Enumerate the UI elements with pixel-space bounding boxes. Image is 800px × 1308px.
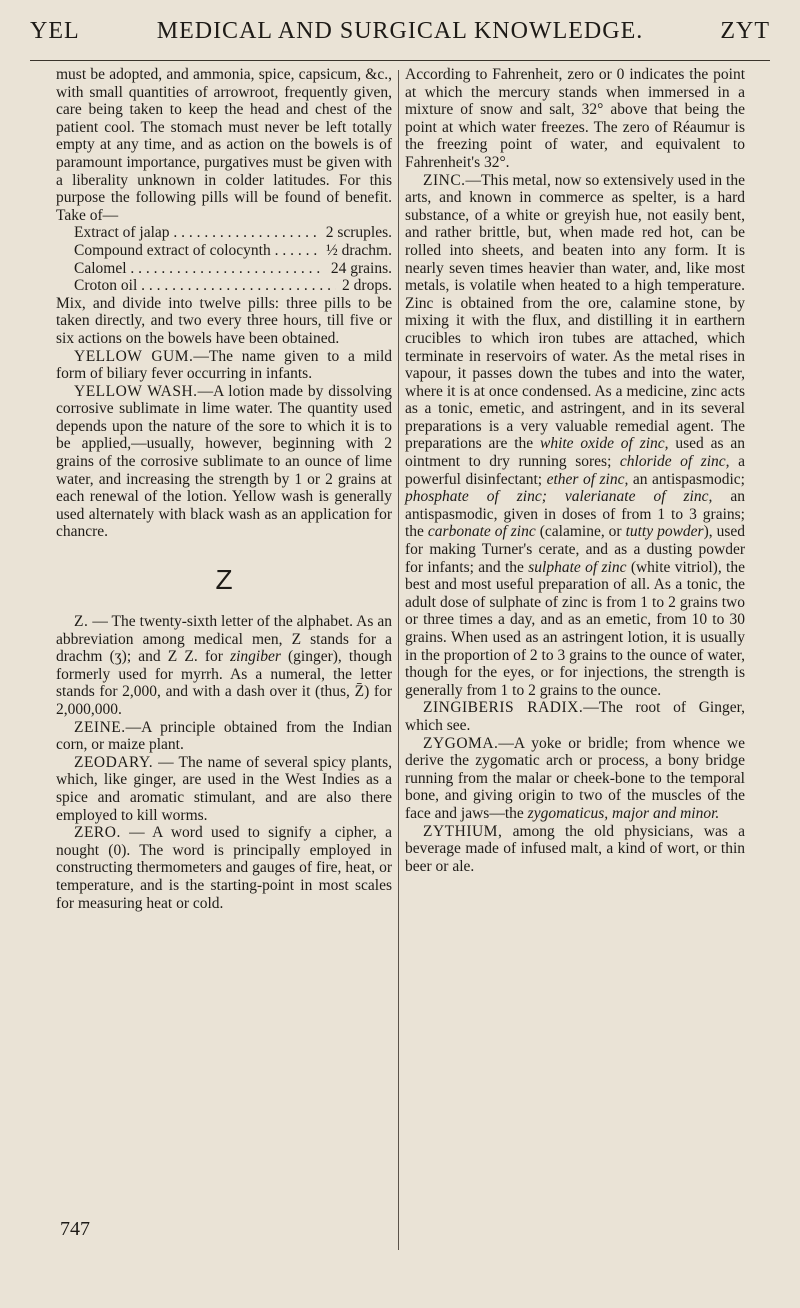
entry-term: ZINGIBERIS RADIX. [423, 699, 584, 717]
entry-text: a powerful disinfectant; [405, 453, 745, 488]
paragraph-continued: must be adopted, and ammonia, spice, capsicum, &c., with small quantities of arrowroot, frequently given, care being taken to keep the head and chest of the patient cool. The stomach must never be left totally empty at any time, and as action on the bowels is of paramount importance, purgatives must be given with a liberality unknown in colder latitudes. For this purpose the following pills will be found of benefit. Take of— [56, 66, 392, 224]
right-column [405, 66, 745, 875]
column-divider [398, 70, 399, 1250]
entry-term: ZYGOMA. [423, 734, 499, 752]
running-header [30, 18, 770, 52]
entry-text: (white vitriol), the best and most useful preparation of all. As a tonic, the adult dose of sulphate of zinc is from 1 to 2 grains two or three times a day, and as an emetic, from 10 to 30 grains. When used as an astringent lotion, it is usually in the proportion of 2 to 3 grains to the ounce of water, though for the eyes, or for injections, the strength is generally from 1 to 2 grains to the ounce. [405, 558, 745, 699]
entry-yellow-wash [56, 383, 392, 541]
prescription-item [74, 260, 392, 278]
entry-term: ZERO. [74, 824, 121, 842]
section-letter: Z [215, 564, 233, 596]
entry-text: (ginger), though formerly used for myrrh. As a numeral, the letter stands for 2,000, and with a dash over it (thus, Z̄) for 2,000,000. [56, 648, 392, 718]
entry-term: Z. [74, 613, 89, 631]
entry-italic: zygomaticus, major and minor. [527, 804, 720, 822]
entry-text: among the old physicians, was a beverage made of infused malt, a kind of wort, or thin beer or ale. [405, 822, 745, 875]
entry-text: — The twenty-sixth letter of the alphabet. As an abbreviation among medical men, Z stands for a drachm (ʒ); and Z Z. for [56, 613, 392, 666]
prescription-drug: Croton oil . . . [74, 277, 336, 295]
header-title: MEDICAL AND SURGICAL KNOWLEDGE. [156, 18, 644, 44]
prescription-item [74, 277, 392, 295]
entry-italic: chloride of zinc, [619, 453, 730, 471]
entry-term: ZEODARY. [74, 753, 154, 771]
entry-zythium [405, 823, 745, 876]
entry-text: — The name of several spicy plants, which, like ginger, are used in the West Indies as a spice and aromatic stimulant, and are also there employed to kill worms. [56, 753, 392, 824]
entry-text: —A yoke or bridle; from whence we derive the zygomatic arch or process, a bony bridge running from the malar or cheek-bone to the temporal bone, and giving origin to two of the muscles of the face and jaws—the [405, 734, 745, 822]
entry-term: ZINC. [423, 171, 466, 189]
entry-term: YELLOW GUM. [74, 347, 194, 365]
entry-italic: ether of zinc, [546, 470, 629, 488]
entry-term: ZYTHIUM, [423, 822, 503, 840]
entry-zeine [56, 719, 392, 754]
prescription-drug: Extract of jalap . . . [74, 224, 320, 242]
prescription-quantity: 2 scruples. [320, 224, 392, 242]
entry-italic: white oxide of zinc, [539, 435, 669, 453]
paragraph-continued: According to Fahrenheit, zero or 0 indicates the point at which the mercury stands when immersed in a mixture of snow and salt, 32° above that being the point at which water freezes. The zero of Réaumur is the freezing point of water, and equivalent to Fahrenheit's 32°. [405, 66, 745, 171]
entry-zero [56, 824, 392, 912]
entry-z [56, 613, 392, 719]
entry-italic: zingiber [230, 648, 281, 666]
prescription-drug: Calomel . . . [74, 260, 325, 278]
entry-term: YELLOW WASH. [74, 382, 198, 400]
entry-text: — A word used to signify a cipher, a nought (0). The word is principally employed in constructing thermometers and gauges of fire, heat, or temperature, and is the starting-point in most scales for measuring heat or cold. [56, 824, 392, 912]
header-left-guideword: YEL [30, 18, 80, 44]
entry-yellow-gum [56, 348, 392, 383]
prescription-item [74, 224, 392, 242]
prescription-list [56, 224, 392, 294]
paragraph-mix: Mix, and divide into twelve pills: three pills to be taken directly, and two every three hours, till five or six actions on the bowels have been obtained. [56, 294, 392, 347]
entry-text: —This metal, now so extensively used in the arts, and known in commerce as spelter, is a hard substance, of a white or greyish hue, not easily bent, and rather brittle, but, when made red hot, can be rolled into sheets, and beaten into any form. It is nearly seven times heavier than water, and, like most metals, is volatile when heated to a high temperature. Zinc is obtained from the ore, calamine stone, by mixing it with the flux, and distilling it in earthern crucibles to which iron tubes are attached, which terminate in reservoirs of water. As the metal rises in vapour, it passes down the tubes and into the water, where it is at once condensed. As a medicine, zinc acts as a tonic, emetic, and astringent, and in its several preparations is a very valuable remedial agent. The preparations are the [405, 171, 745, 453]
entry-text: —The root of Ginger, which see. [405, 699, 745, 734]
entry-text: an antispasmodic; [628, 470, 745, 488]
entry-text: an antispasmodic, given in doses of from 1 to 3 grains; the [405, 488, 745, 541]
entry-italic: tutty powder [625, 523, 704, 541]
entry-italic: carbonate of zinc [427, 523, 536, 541]
entry-italic: phosphate of zinc; valerianate of zinc, [405, 488, 713, 506]
entry-zinc [405, 172, 745, 700]
entry-zingiberis [405, 699, 745, 734]
entry-italic: sulphate of zinc [528, 558, 627, 576]
prescription-quantity: ½ drachm. [320, 242, 392, 260]
entry-zygoma [405, 735, 745, 823]
entry-text: (calamine, or [535, 523, 626, 541]
entry-text: —The name given to a mild form of biliary fever occurring in infants. [56, 347, 392, 383]
page-number: 747 [60, 1218, 90, 1240]
entry-term: ZEINE. [74, 718, 126, 736]
prescription-drug: Compound extract of colocynth . . . [74, 242, 320, 260]
prescription-quantity: 2 drops. [336, 277, 392, 295]
entry-text: used as an ointment to dry running sores; [405, 435, 746, 471]
header-right-guideword: ZYT [720, 18, 770, 44]
prescription-quantity: 24 grains. [325, 260, 392, 278]
entry-text: —A lotion made by dissolving corrosive sublimate in lime water. The quantity used depends upon the nature of the sore to which it is to be applied,—usually, however, beginning with 2 grains of the corrosive sublimate to an ounce of lime water, and increasing the strength by 1 or 2 grains at each renewal of the lotion. Yellow wash is generally used alternately with black wash as an application for chancre. [56, 382, 392, 541]
entry-text: —A principle obtained from the Indian corn, or maize plant. [56, 718, 392, 754]
prescription-item [74, 242, 392, 260]
entry-zeodary [56, 754, 392, 824]
left-column [56, 66, 392, 912]
entry-text: ), used for making Turner's cerate, and as a dusting powder for infants; and the [405, 523, 746, 576]
header-rule [30, 60, 770, 61]
